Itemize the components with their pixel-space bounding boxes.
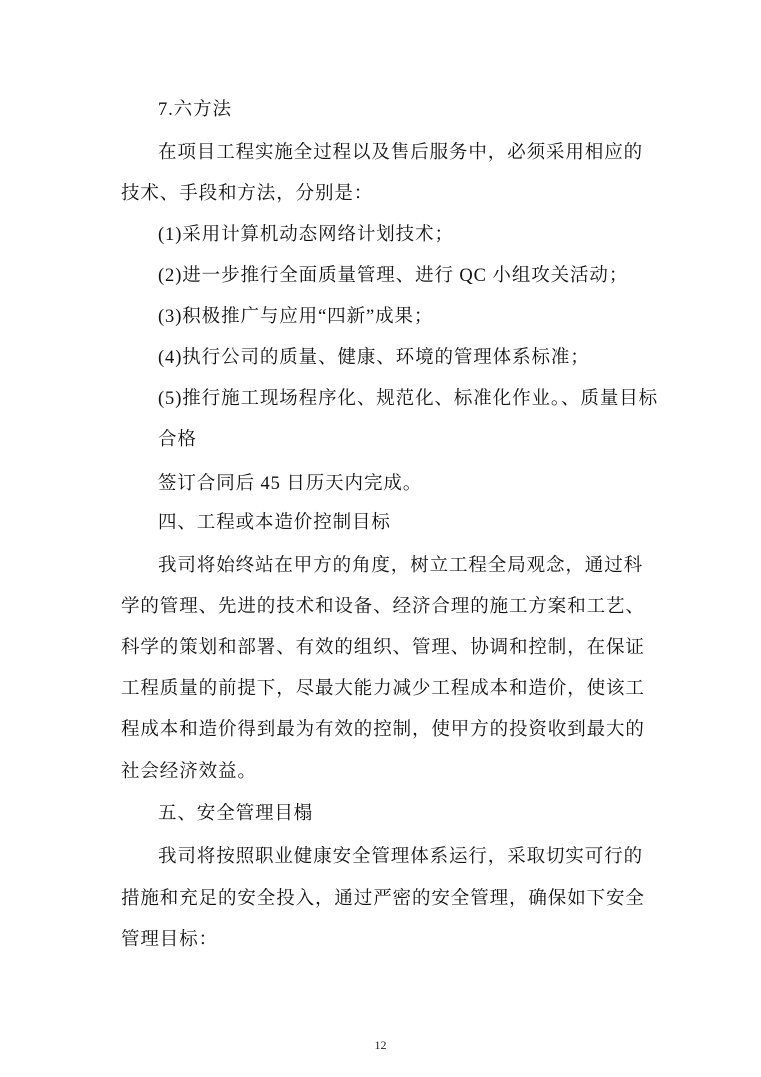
paragraph-line: 在项目工程实施全过程以及售后服务中，必须采用相应的 bbox=[158, 143, 644, 163]
paragraph-line: 合格 bbox=[158, 430, 197, 450]
paragraph-line: 管理目标： bbox=[121, 930, 219, 950]
paragraph-line: 学的管理、先进的技术和设备、经济合理的施工方案和工艺、 bbox=[121, 597, 645, 617]
paragraph-line: 科学的策划和部署、有效的组织、管理、协调和控制，在保证 bbox=[121, 638, 645, 658]
list-item-1: (1)采用计算机动态网络计划技术； bbox=[158, 225, 454, 245]
section-heading-six-methods: 7.六方法 bbox=[158, 100, 232, 120]
list-item-5: (5)推行施工现场程序化、规范化、标准化作业。、质量目标 bbox=[158, 389, 659, 409]
section-heading-safety: 五、安全管理目榻 bbox=[158, 804, 314, 824]
paragraph-line: 技术、手段和方法，分别是： bbox=[121, 184, 374, 204]
paragraph-line: 社会经济效益。 bbox=[121, 762, 257, 782]
paragraph-line: 我司将按照职业健康安全管理体系运行，采取切实可行的 bbox=[158, 847, 644, 867]
paragraph-line: 措施和充足的安全投入，通过严密的安全管理，确保如下安全 bbox=[121, 889, 645, 909]
paragraph-line: 程成本和造价得到最为有效的控制，使甲方的投资收到最大的 bbox=[121, 720, 645, 740]
list-item-3: (3)积极推广与应用“四新”成果； bbox=[158, 307, 434, 327]
paragraph-line: 工程质量的前提下，尽最大能力减少工程成本和造价，使该工 bbox=[121, 679, 645, 699]
page-number: 12 bbox=[374, 1038, 387, 1052]
paragraph-line: 我司将始终站在甲方的角度，树立工程全局观念，通过科 bbox=[158, 556, 644, 576]
list-item-4: (4)执行公司的质量、健康、环境的管理体系标准； bbox=[158, 348, 590, 368]
section-heading-cost-control: 四、工程或本造价控制目标 bbox=[158, 513, 391, 533]
paragraph-line: 签订合同后 45 日历天内完成。 bbox=[158, 474, 423, 494]
list-item-2: (2)进一步推行全面质量管理、进行 QC 小组攻关活动； bbox=[158, 266, 629, 286]
